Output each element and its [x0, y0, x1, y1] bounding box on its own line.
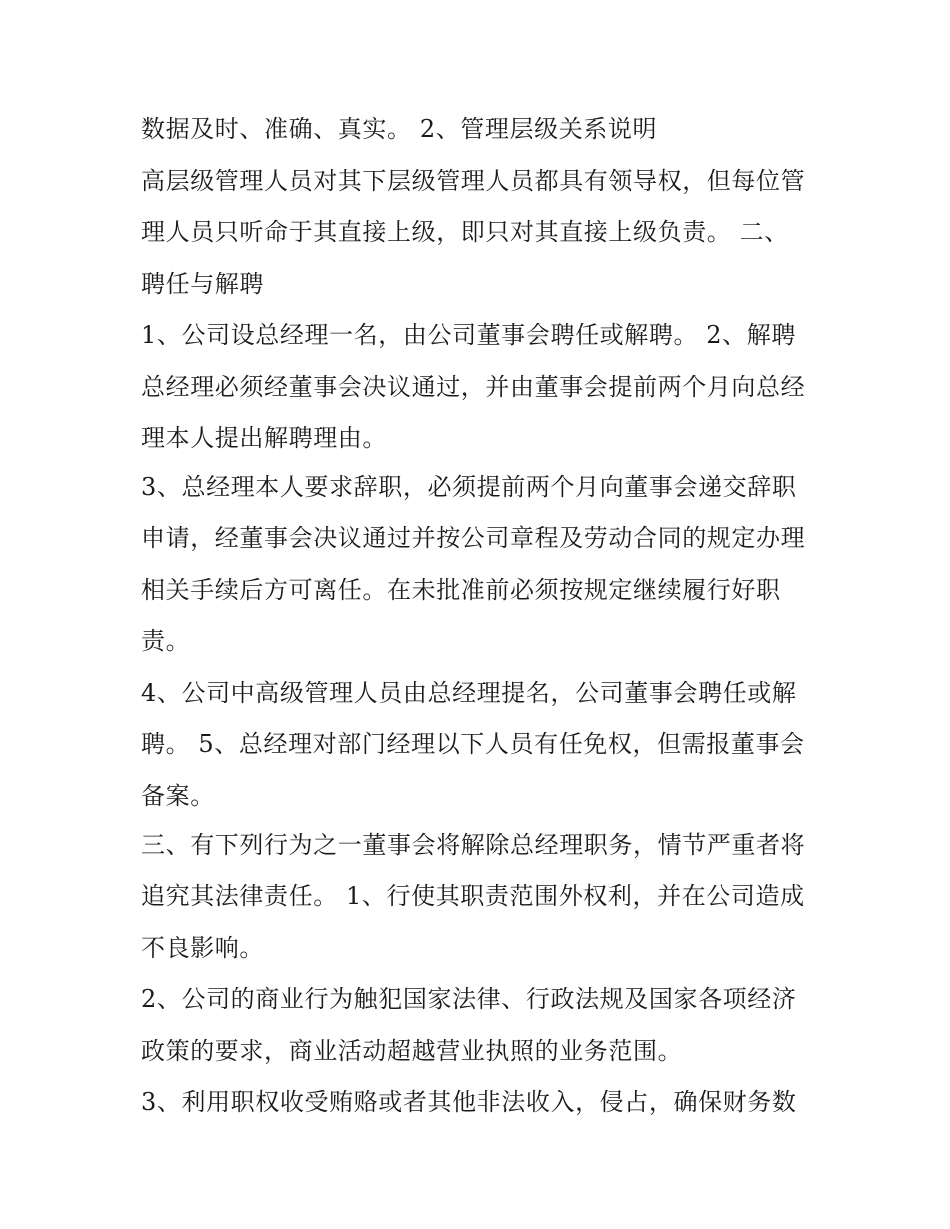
text-line: 总经理必须经董事会决议通过，并由董事会提前两个月向总经 [141, 373, 806, 401]
text-line: 不良影响。 [141, 934, 264, 962]
text-line: 聘任与解聘 [141, 270, 264, 298]
text-line: 1、公司设总经理一名，由公司董事会聘任或解聘。 2、解聘 [141, 321, 796, 349]
text-line: 理人员只听命于其直接上级，即只对其直接上级负责。 二、 [141, 218, 789, 246]
text-line: 3、总经理本人要求辞职，必须提前两个月向董事会递交辞职 [141, 473, 797, 501]
text-line: 申请，经董事会决议通过并按公司章程及劳动合同的规定办理 [141, 524, 806, 552]
text-line: 追究其法律责任。 1、行使其职责范围外权利，并在公司造成 [141, 882, 805, 910]
text-line: 备案。 [141, 782, 215, 810]
text-line: 相关手续后方可离任。在未批准前必须按规定继续履行好职 [141, 576, 781, 604]
text-line: 三、有下列行为之一董事会将解除总经理职务，情节严重者将 [141, 831, 806, 859]
text-line: 4、公司中高级管理人员由总经理提名，公司董事会聘任或解 [141, 679, 797, 707]
text-line: 聘。 5、总经理对部门经理以下人员有任免权，但需报董事会 [141, 730, 805, 758]
text-line: 责。 [141, 627, 191, 655]
text-line: 3、利用职权收受贿赂或者其他非法收入，侵占，确保财务数 [141, 1088, 797, 1116]
text-line: 数据及时、准确、真实。 2、管理层级关系说明 [141, 115, 658, 143]
text-line: 2、公司的商业行为触犯国家法律、行政法规及国家各项经济 [141, 985, 797, 1013]
text-line: 理本人提出解聘理由。 [141, 424, 387, 452]
text-line: 高层级管理人员对其下层级管理人员都具有领导权，但每位管 [141, 167, 806, 195]
text-line: 政策的要求，商业活动超越营业执照的业务范围。 [141, 1037, 683, 1065]
